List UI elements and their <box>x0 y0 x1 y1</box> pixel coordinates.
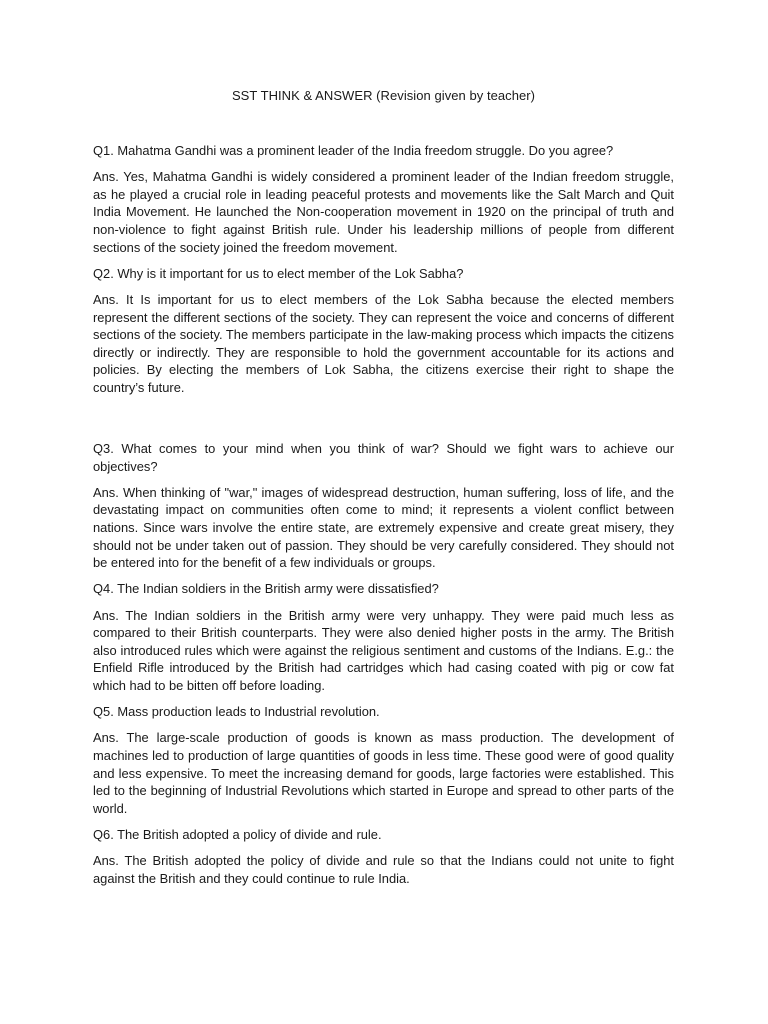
document-content <box>93 142 674 896</box>
answer-4: Ans. The Indian soldiers in the British army were very unhappy. They were paid much less as compared to their British counterparts. They were also denied higher posts in the army. The British also introduced rules which were against the religious sentiment and customs of the Indians. E.g.: the Enfield Rifle introduced by the British had cartridges which had casing coated with pig or cow fat which had to be bitten off before loading. <box>93 607 674 693</box>
question-6: Q6. The British adopted a policy of divide and rule. <box>93 826 382 842</box>
question-4: Q4. The Indian soldiers in the British army were dissatisfied? <box>93 581 439 597</box>
answer-3: Ans. When thinking of "war," images of widespread destruction, human suffering, loss of life, and the devastating impact on communities often come to mind; it represents a violent conflict between nations. Since wars involve the entire state, are extremely expensive and create great misery, they should not be under taken out of passion. They should be very carefully considered. They should not be entered into for the benefit of a few individuals or groups. <box>93 484 674 571</box>
spacer <box>93 405 674 440</box>
answer-2: Ans. It Is important for us to elect members of the Lok Sabha because the elected members represent the different sections of the society. They can represent the voice and concerns of different sections of the society. The members participate in the law-making process which impacts the citizens directly or indirectly. They are responsible to hold the government accountable for its actions and policies. By electing the members of Lok Sabha, the citizens exercise their right to shape the country’s future. <box>93 291 674 395</box>
question-2: Q2. Why is it important for us to elect member of the Lok Sabha? <box>93 265 464 281</box>
answer-6: Ans. The British adopted the policy of divide and rule so that the Indians could not unite to fight against the British and they could continue to rule India. <box>93 853 674 886</box>
question-3: Q3. What comes to your mind when you think of war? Should we fight wars to achieve our objectives? <box>93 441 674 474</box>
document-title: SST THINK & ANSWER (Revision given by teacher) <box>231 88 536 103</box>
answer-5: Ans. The large-scale production of goods is known as mass production. The development of machines led to production of large quantities of goods in less time. These good were of good quality and less expensive. To meet the increasing demand for goods, large factories were established. This led to the beginning of Industrial Revolutions which started in Europe and spread to other parts of the world. <box>93 730 674 816</box>
question-1: Q1. Mahatma Gandhi was a prominent leader of the India freedom struggle. Do you agree? <box>93 143 614 158</box>
question-5: Q5. Mass production leads to Industrial revolution. <box>93 704 380 720</box>
answer-1: Ans. Yes, Mahatma Gandhi is widely considered a prominent leader of the Indian freedom struggle, as he played a crucial role in leading peaceful protests and movements like the Salt March and Quit India Movement. He launched the Non-cooperation movement in 1920 on the principal of truth and non-violence to fight against British rule. Under his leadership millions of people from different sections of the society joined the freedom movement. <box>93 169 674 255</box>
